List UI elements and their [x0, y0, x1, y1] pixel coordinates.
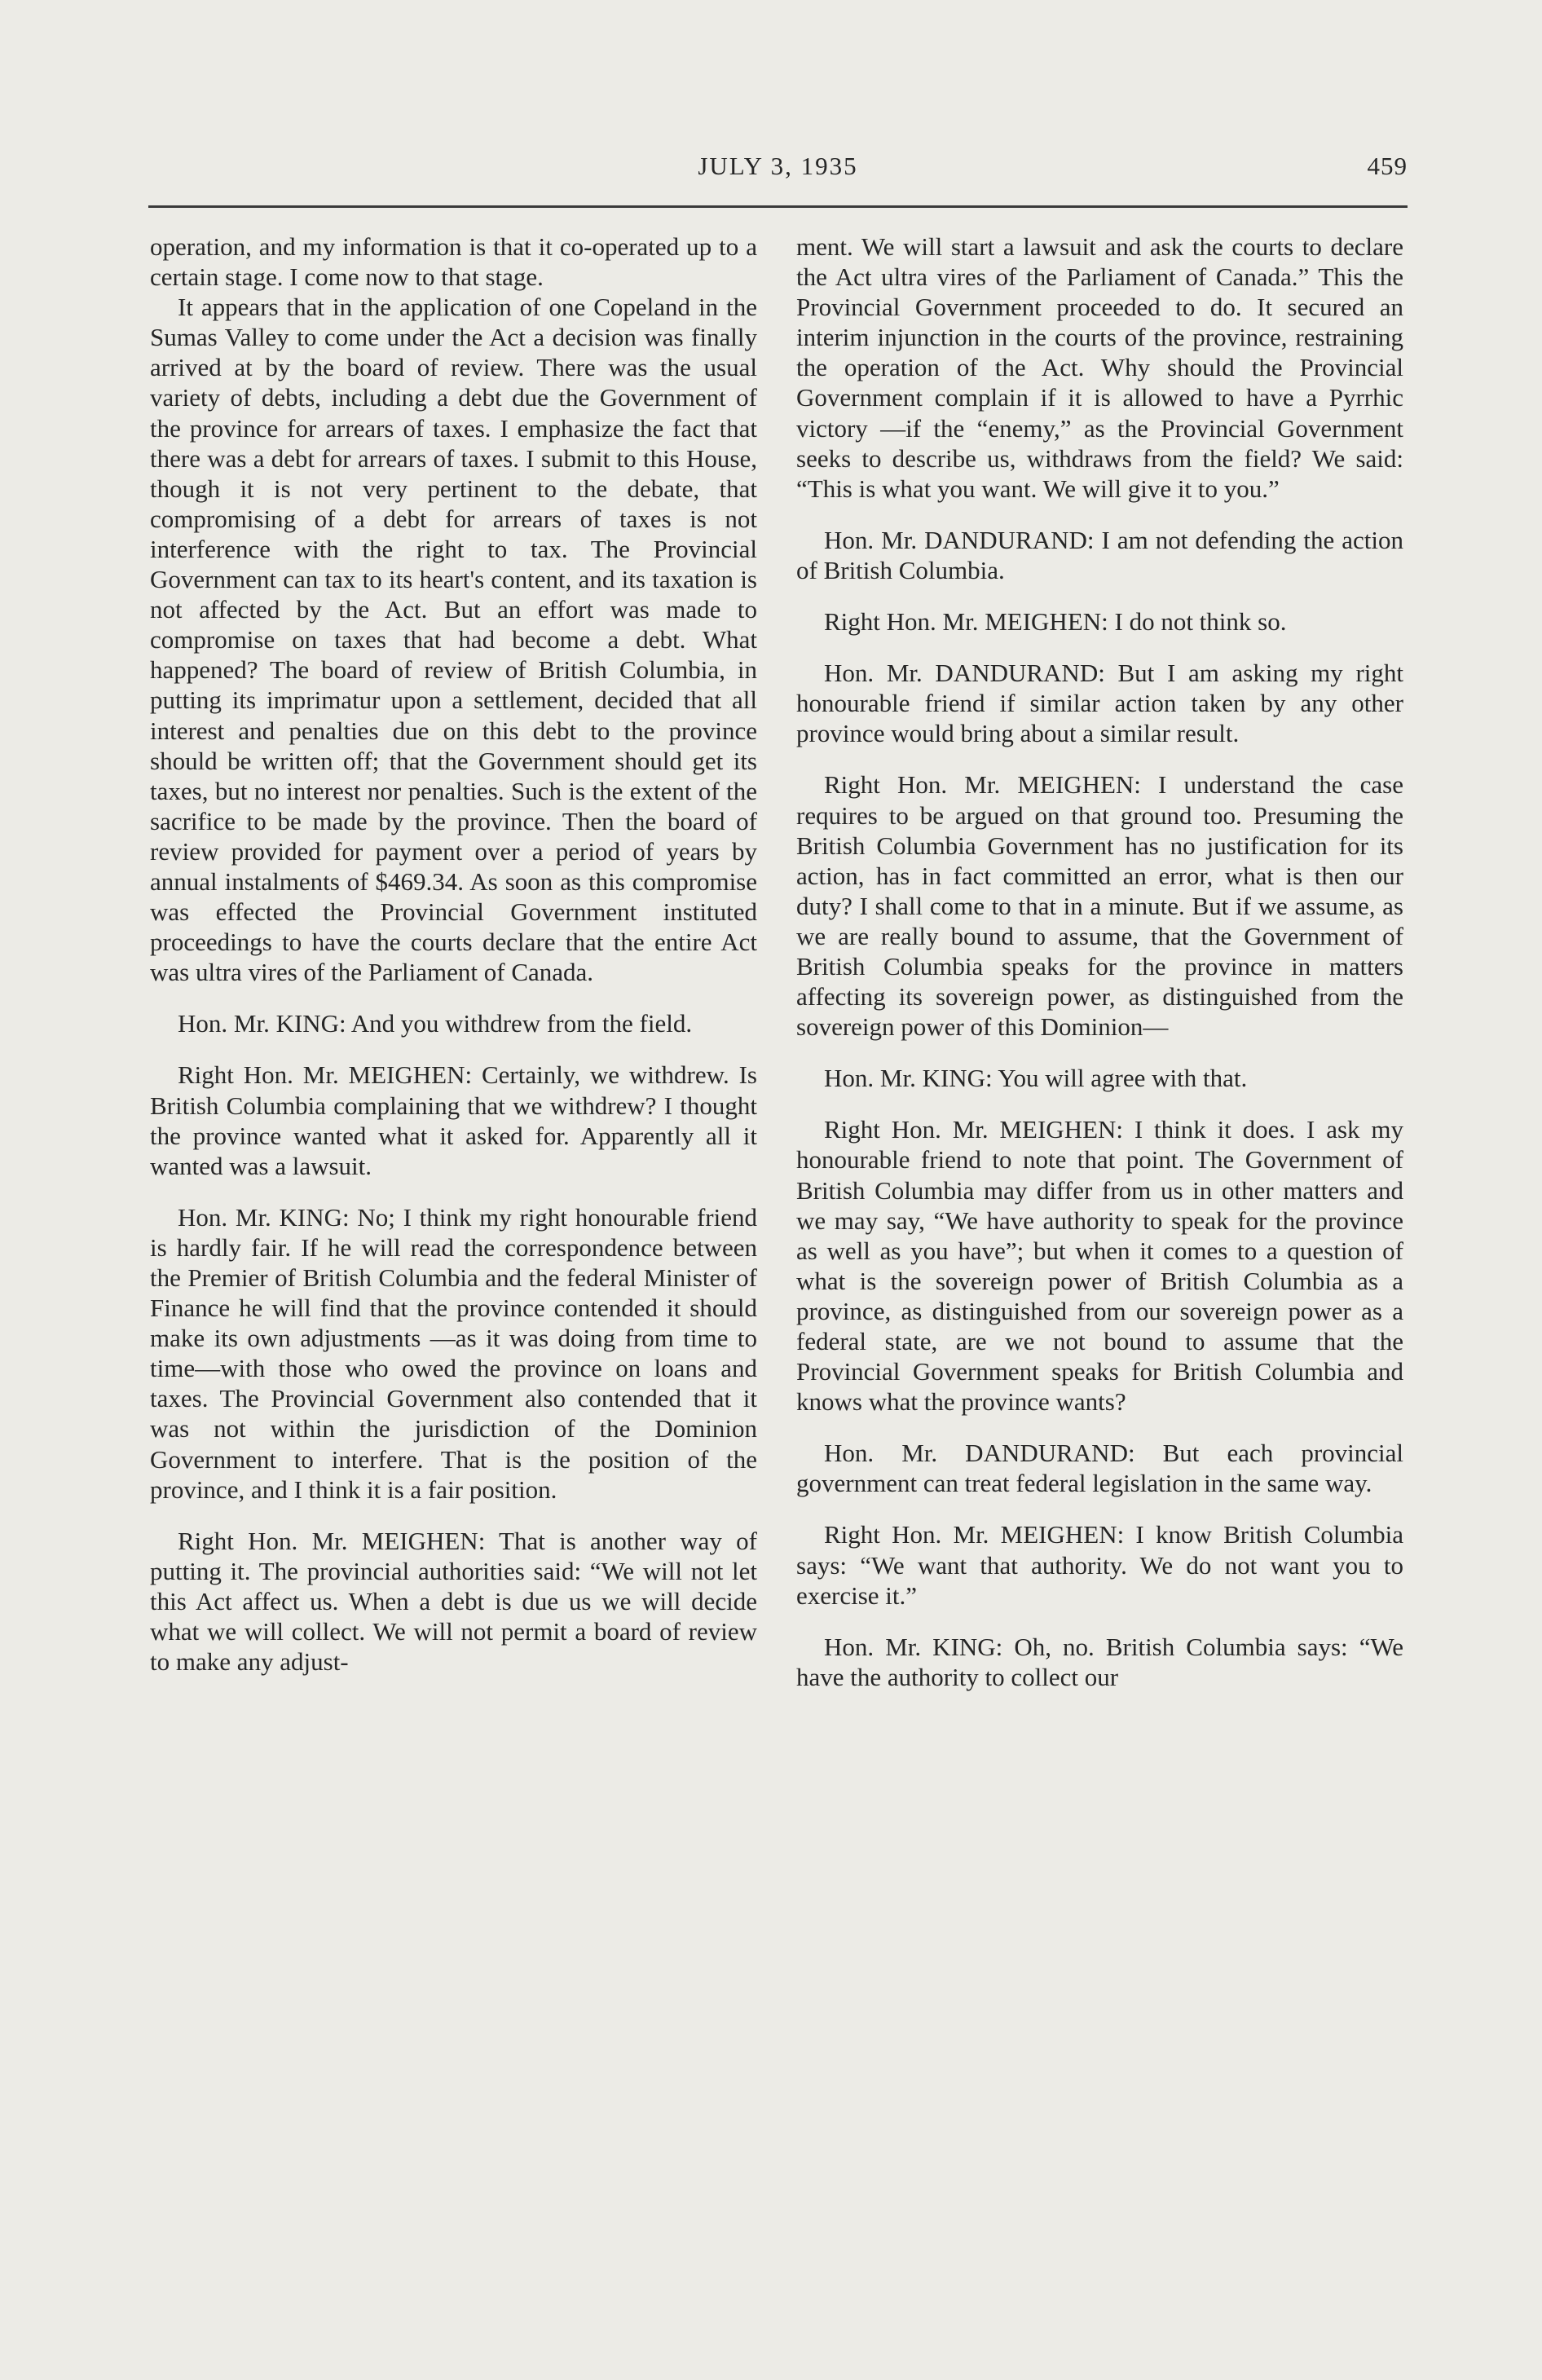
header-rule — [148, 205, 1408, 208]
speech-paragraph: Hon. Mr. DANDURAND: I am not defending the action of British Columbia. — [796, 525, 1403, 584]
right-column — [796, 231, 1403, 1692]
page-header — [148, 145, 1408, 186]
speech-paragraph: Right Hon. Mr. MEIGHEN: That is another way of putting it. The provincial authorities said: “We will not let this Act affect us. When a debt is due us we will decide what we will collect. We will not permit a board of review to make any adjust- — [150, 1526, 757, 1677]
paragraph-continuation: operation, and my information is that it co-operated up to a certain stage. I come now to that stage. — [150, 232, 757, 292]
speech-paragraph: Hon. Mr. KING: You will agree with that. — [824, 1064, 1248, 1093]
speech-paragraph: Hon. Mr. KING: Oh, no. British Columbia says: “We have the authority to collect our — [796, 1632, 1403, 1691]
page-number: 459 — [1367, 152, 1408, 180]
speech-paragraph: Hon. Mr. KING: No; I think my right honourable friend is hardly fair. If he will read the correspondence between the Premier of British Columbia and the federal Minister of Finance he will find that the province contended it should make its own adjustments —as it was doing from time to time—with those who owed the province on loans and taxes. The Provincial Government also contended that it was not within the jurisdiction of the Dominion Government to interfere. That is the position of the province, and I think it is a fair position. — [150, 1202, 757, 1504]
speech-paragraph: Right Hon. Mr. MEIGHEN: I think it does. I ask my honourable friend to note that point. The Government of British Columbia may differ from us in other matters and we may say, “We have authority to speak for the province as well as you have”; but when it comes to a question of what is the sovereign power of British Columbia as a province, as distinguished from our sovereign power as a federal state, are we not bound to assume that the Provincial Government speaks for British Columbia and knows what the province wants? — [796, 1115, 1403, 1417]
speech-paragraph: Hon. Mr. DANDURAND: But I am asking my right honourable friend if similar action taken by any other province would bring about a similar result. — [796, 659, 1403, 748]
speech-paragraph: Right Hon. Mr. MEIGHEN: I know British Columbia says: “We want that authority. We do not want you to exercise it.” — [796, 1520, 1403, 1610]
speech-paragraph: Hon. Mr. KING: And you withdrew from the field. — [178, 1009, 693, 1038]
speech-paragraph: Right Hon. Mr. MEIGHEN: I do not think so. — [824, 607, 1287, 637]
header-date: JULY 3, 1935 — [698, 152, 858, 180]
paragraph: It appears that in the application of one Copeland in the Sumas Valley to come under the Act a decision was finally arrived at by the board of review. There was the usual variety of debts, including a debt due the Government of the province for arrears of taxes. I emphasize the fact that there was a debt for arrears of taxes. I submit to this House, though it is not very pertinent to the debate, that compromising of a debt for arrears of taxes is not interference with the right to tax. The Provincial Government can tax to its heart's content, and its taxation is not affected by the Act. But an effort was made to compromise on taxes that had become a debt. What happened? The board of review of British Columbia, in putting its imprimatur upon a settlement, decided that all interest and penalties due on this debt to the province should be written off; that the Government should get its taxes, but no interest nor penalties. Such is the extent of the sacrifice to be made by the province. Then the board of review provided for payment over a period of years by annual instalments of $469.34. As soon as this compromise was effected the Provincial Government instituted proceedings to have the courts declare that the entire Act was ultra vires of the Parliament of Canada. — [150, 293, 757, 987]
speech-paragraph: Hon. Mr. DANDURAND: But each provincial government can treat federal legislation in the same way. — [796, 1439, 1403, 1498]
speech-paragraph: Right Hon. Mr. MEIGHEN: Certainly, we withdrew. Is British Columbia complaining that we withdrew? I thought the province wanted what it asked for. Apparently all it wanted was a lawsuit. — [150, 1060, 757, 1180]
paragraph-continuation: ment. We will start a lawsuit and ask the courts to declare the Act ultra vires of the Parliament of Canada.” This the Provincial Government proceeded to do. It secured an interim injunction in the courts of the province, restraining the operation of the Act. Why should the Provincial Government complain if it is allowed to have a Pyrrhic victory —if the “enemy,” as the Provincial Government seeks to describe us, withdraws from the field? We said: “This is what you want. We will give it to you.” — [796, 232, 1403, 503]
speech-paragraph: Right Hon. Mr. MEIGHEN: I understand the case requires to be argued on that ground too. Presuming the British Columbia Government has no justification for its action, has in fact committed an error, what is then our duty? I shall come to that in a minute. But if we assume, as we are really bound to assume, that the Government of British Columbia speaks for the province in matters affecting its sovereign power, as distinguished from the sovereign power of this Dominion— — [796, 770, 1403, 1042]
left-column — [150, 231, 757, 1677]
